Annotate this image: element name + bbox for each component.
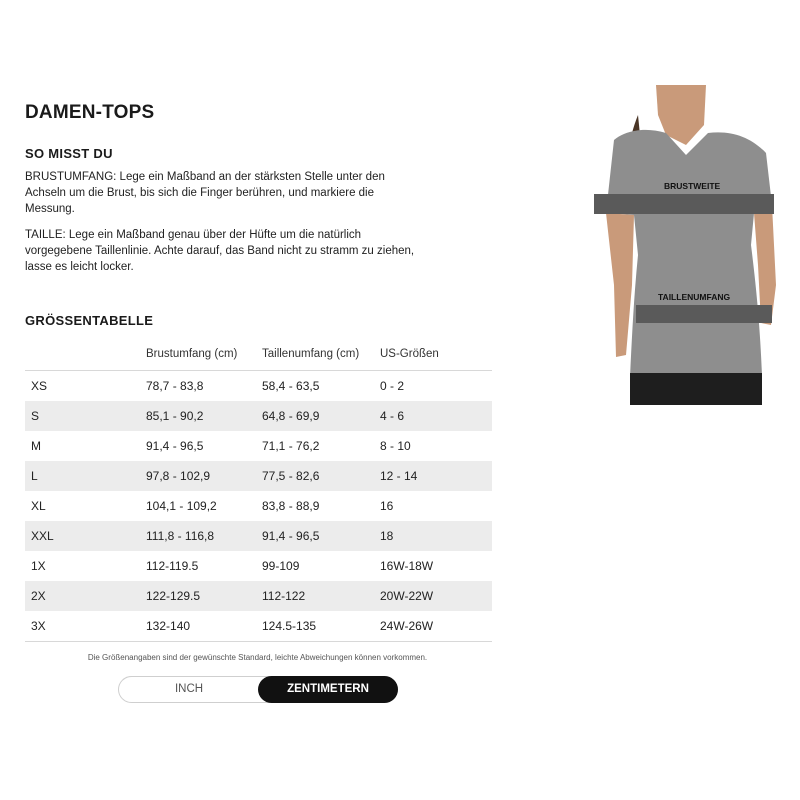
table-row (25, 521, 492, 551)
unit-toggle (118, 676, 398, 703)
size-cell: XS (31, 379, 48, 393)
inch-toggle-button[interactable]: INCH (174, 683, 204, 695)
pants-shape (630, 373, 762, 405)
bust-cell: 132-140 (146, 619, 191, 633)
table-row (25, 581, 492, 611)
measurement-illustration (586, 85, 786, 405)
bust-label: BRUSTWEITE (664, 181, 721, 191)
bust-line: Messung. (25, 203, 75, 215)
table-header (25, 340, 492, 371)
size-table-heading: GRÖSSENTABELLE (25, 313, 154, 328)
table-row (25, 491, 492, 521)
table-row (25, 551, 492, 581)
waist-cell: 77,5 - 82,6 (262, 469, 320, 483)
waist-cell: 58,4 - 63,5 (262, 379, 320, 393)
bust-line: BRUSTUMFANG: Lege ein Maßband an der stärksten Stelle unter den (25, 171, 385, 183)
us-size-cell: 24W-26W (380, 619, 434, 633)
size-cell: L (31, 469, 38, 483)
waist-band (636, 305, 772, 323)
table-row (25, 461, 492, 491)
size-cell: 2X (31, 589, 46, 603)
us-size-cell: 4 - 6 (380, 409, 405, 423)
bust-band (594, 194, 774, 214)
waist-cell: 91,4 - 96,5 (262, 529, 320, 543)
table-row (25, 611, 492, 641)
waist-cell: 83,8 - 88,9 (262, 499, 320, 513)
bust-cell: 91,4 - 96,5 (146, 439, 204, 453)
waist-instructions (25, 227, 465, 275)
bust-instructions (25, 169, 465, 217)
table-row (25, 431, 492, 461)
us-size-cell: 12 - 14 (380, 469, 418, 483)
bust-cell: 104,1 - 109,2 (146, 499, 217, 513)
us-size-cell: 8 - 10 (380, 439, 411, 453)
column-header-waist: Taillenumfang (cm) (262, 348, 360, 360)
table-body (25, 371, 492, 641)
waist-cell: 124.5-135 (262, 619, 317, 633)
waist-cell: 71,1 - 76,2 (262, 439, 320, 453)
waist-line: vorgegebene Taillenlinie. Achte darauf, das Band nicht zu stramm zu ziehen, (25, 245, 415, 257)
us-size-cell: 18 (380, 529, 394, 543)
table-bottom-divider (25, 641, 492, 642)
column-header-us-size: US-Größen (380, 348, 439, 360)
bust-cell: 85,1 - 90,2 (146, 409, 204, 423)
us-size-cell: 16W-18W (380, 559, 434, 573)
waist-cell: 99-109 (262, 559, 300, 573)
size-cell: S (31, 409, 40, 423)
waist-line: lasse es leicht locker. (25, 261, 134, 273)
table-row (25, 401, 492, 431)
bust-line: Achseln um die Brust, bis sich die Finger berühren, und markiere die (25, 187, 375, 199)
bust-cell: 111,8 - 116,8 (146, 529, 215, 543)
size-cell: M (31, 439, 41, 453)
centimeter-toggle-button[interactable]: ZENTIMETERN (258, 676, 398, 703)
size-cell: 3X (31, 619, 46, 633)
model-illustration (586, 85, 786, 405)
size-cell: XXL (31, 529, 54, 543)
how-to-measure-heading: SO MISST DU (25, 146, 113, 161)
left-arm-shape (606, 213, 634, 357)
waist-cell: 112-122 (262, 589, 306, 603)
size-cell: 1X (31, 559, 46, 573)
bust-cell: 112-119.5 (146, 559, 199, 573)
column-header-bust: Brustumfang (cm) (146, 348, 238, 360)
us-size-cell: 0 - 2 (380, 379, 405, 393)
bust-cell: 78,7 - 83,8 (146, 379, 204, 393)
size-table (25, 340, 492, 642)
waist-line: TAILLE: Lege ein Maßband genau über der Hüfte um die natürlich (25, 229, 362, 241)
waist-cell: 64,8 - 69,9 (262, 409, 320, 423)
page-title: DAMEN-TOPS (25, 102, 155, 123)
bust-cell: 97,8 - 102,9 (146, 469, 211, 483)
us-size-cell: 20W-22W (380, 589, 434, 603)
table-row (25, 371, 492, 401)
size-note: Die Größenangaben sind der gewünschte Standard, leichte Abweichungen können vorkommen. (87, 653, 428, 662)
bust-cell: 122-129.5 (146, 589, 201, 603)
size-cell: XL (31, 499, 46, 513)
waist-label: TAILLENUMFANG (658, 292, 731, 302)
us-size-cell: 16 (380, 499, 394, 513)
